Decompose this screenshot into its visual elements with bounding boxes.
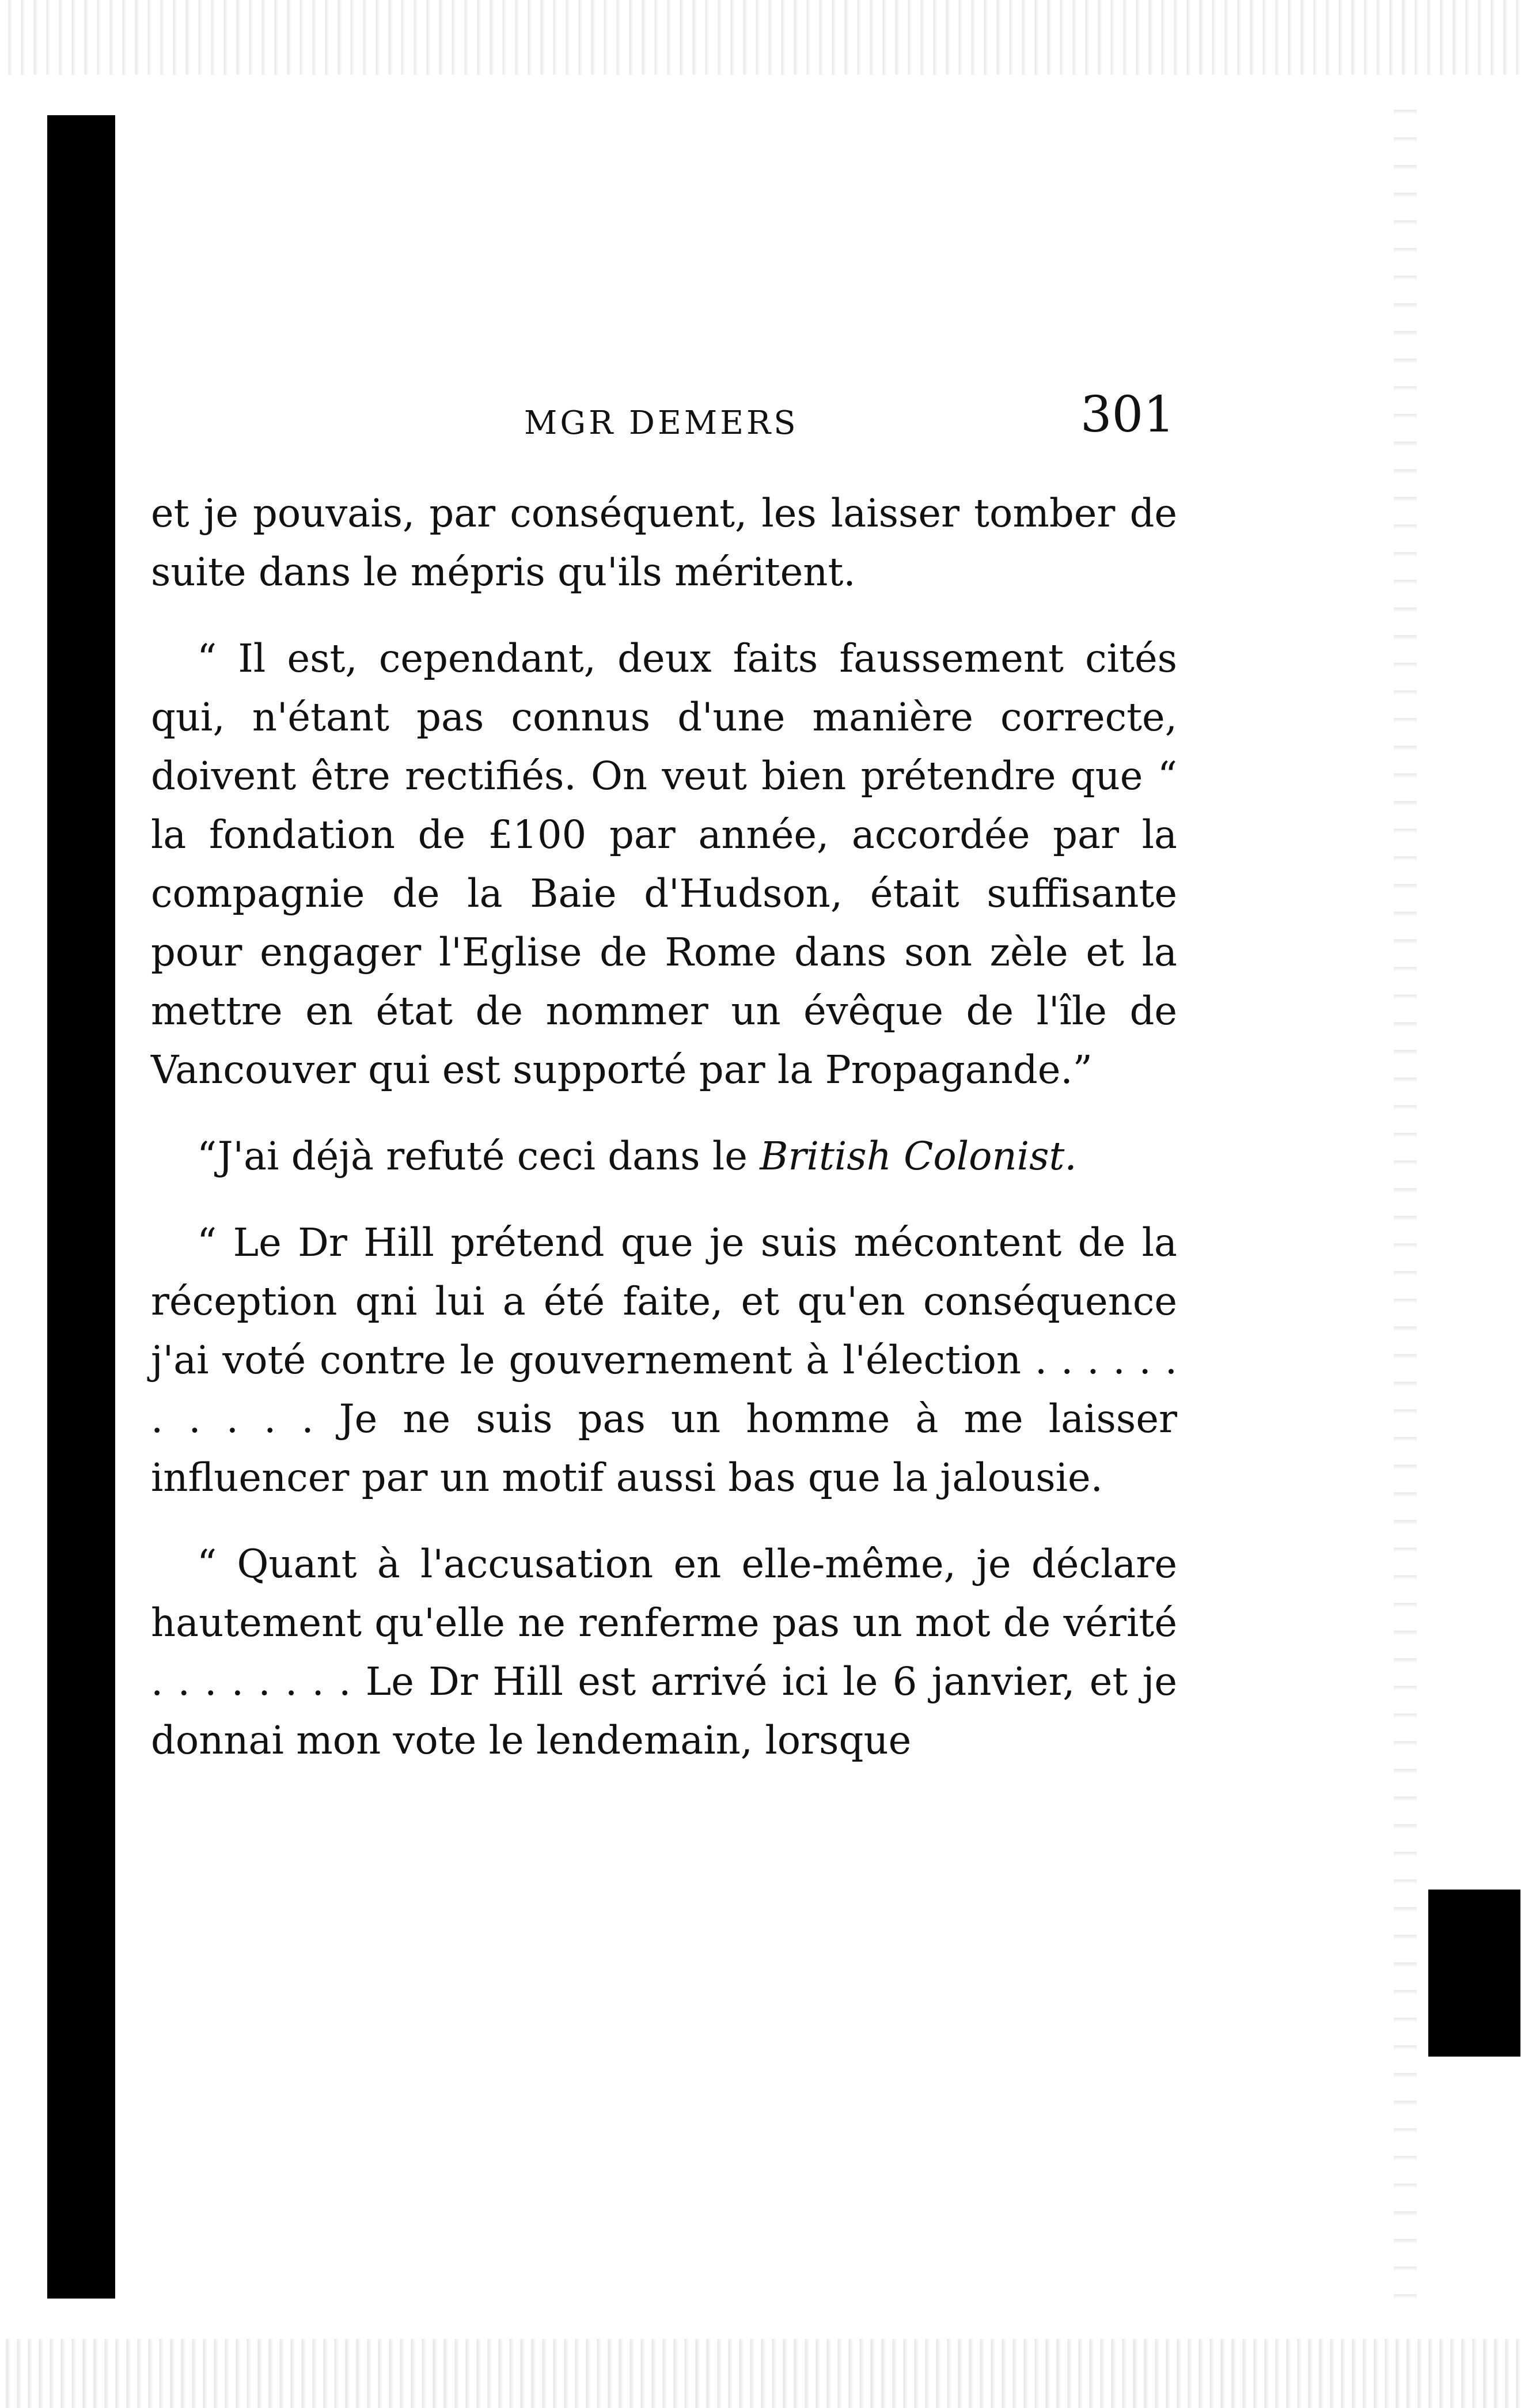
paragraph-3 <box>151 1127 1177 1186</box>
newspaper-title: British Colonist. <box>760 1134 1077 1179</box>
scan-edge-right <box>1394 86 1417 2304</box>
paragraph-2: “ Il est, cependant, deux faits faussement cités qui, n'étant pas connus d'une manière correcte, doivent être rectifiés. On veut bien prétendre que “ la fondation de £100 par année, accordée par la compagnie de la Baie d'Hudson, était suffisante pour engager l'Eglise de Rome dans son zèle et la mettre en état de nommer un évêque de l'île de Vancouver qui est supporté par la Propagande.” <box>151 636 1177 1092</box>
page-edge-tab <box>1428 1890 1520 2057</box>
running-head: MGR DEMERS <box>524 404 799 442</box>
scan-edge-bottom <box>0 2339 1521 2408</box>
paragraph-5: “ Quant à l'accusation en elle-même, je déclare hautement qu'elle ne renferme pas un mot de vérité . . . . . . . . Le Dr Hill est arrivé ici le 6 janvier, et je donnai mon vote le lendemain, lorsque <box>151 1542 1177 1763</box>
scan-edge-top <box>0 0 1521 75</box>
binding-shadow <box>47 115 115 2299</box>
page-number: 301 <box>1080 386 1175 444</box>
page-header <box>150 386 1175 449</box>
paragraph-1: et je pouvais, par conséquent, les laisser tomber de suite dans le mépris qu'ils méritent. <box>151 491 1177 595</box>
body-text <box>151 484 1177 1770</box>
paragraph-3-text: “J'ai déjà refuté ceci dans le <box>197 1134 760 1179</box>
paragraph-4: “ Le Dr Hill prétend que je suis mécontent de la réception qni lui a été faite, et qu'en conséquence j'ai voté contre le gouvernement à l'élection . . . . . . . . . . . Je ne suis pas un homme à me laisser influencer par un motif aussi bas que la jalousie. <box>151 1220 1177 1500</box>
